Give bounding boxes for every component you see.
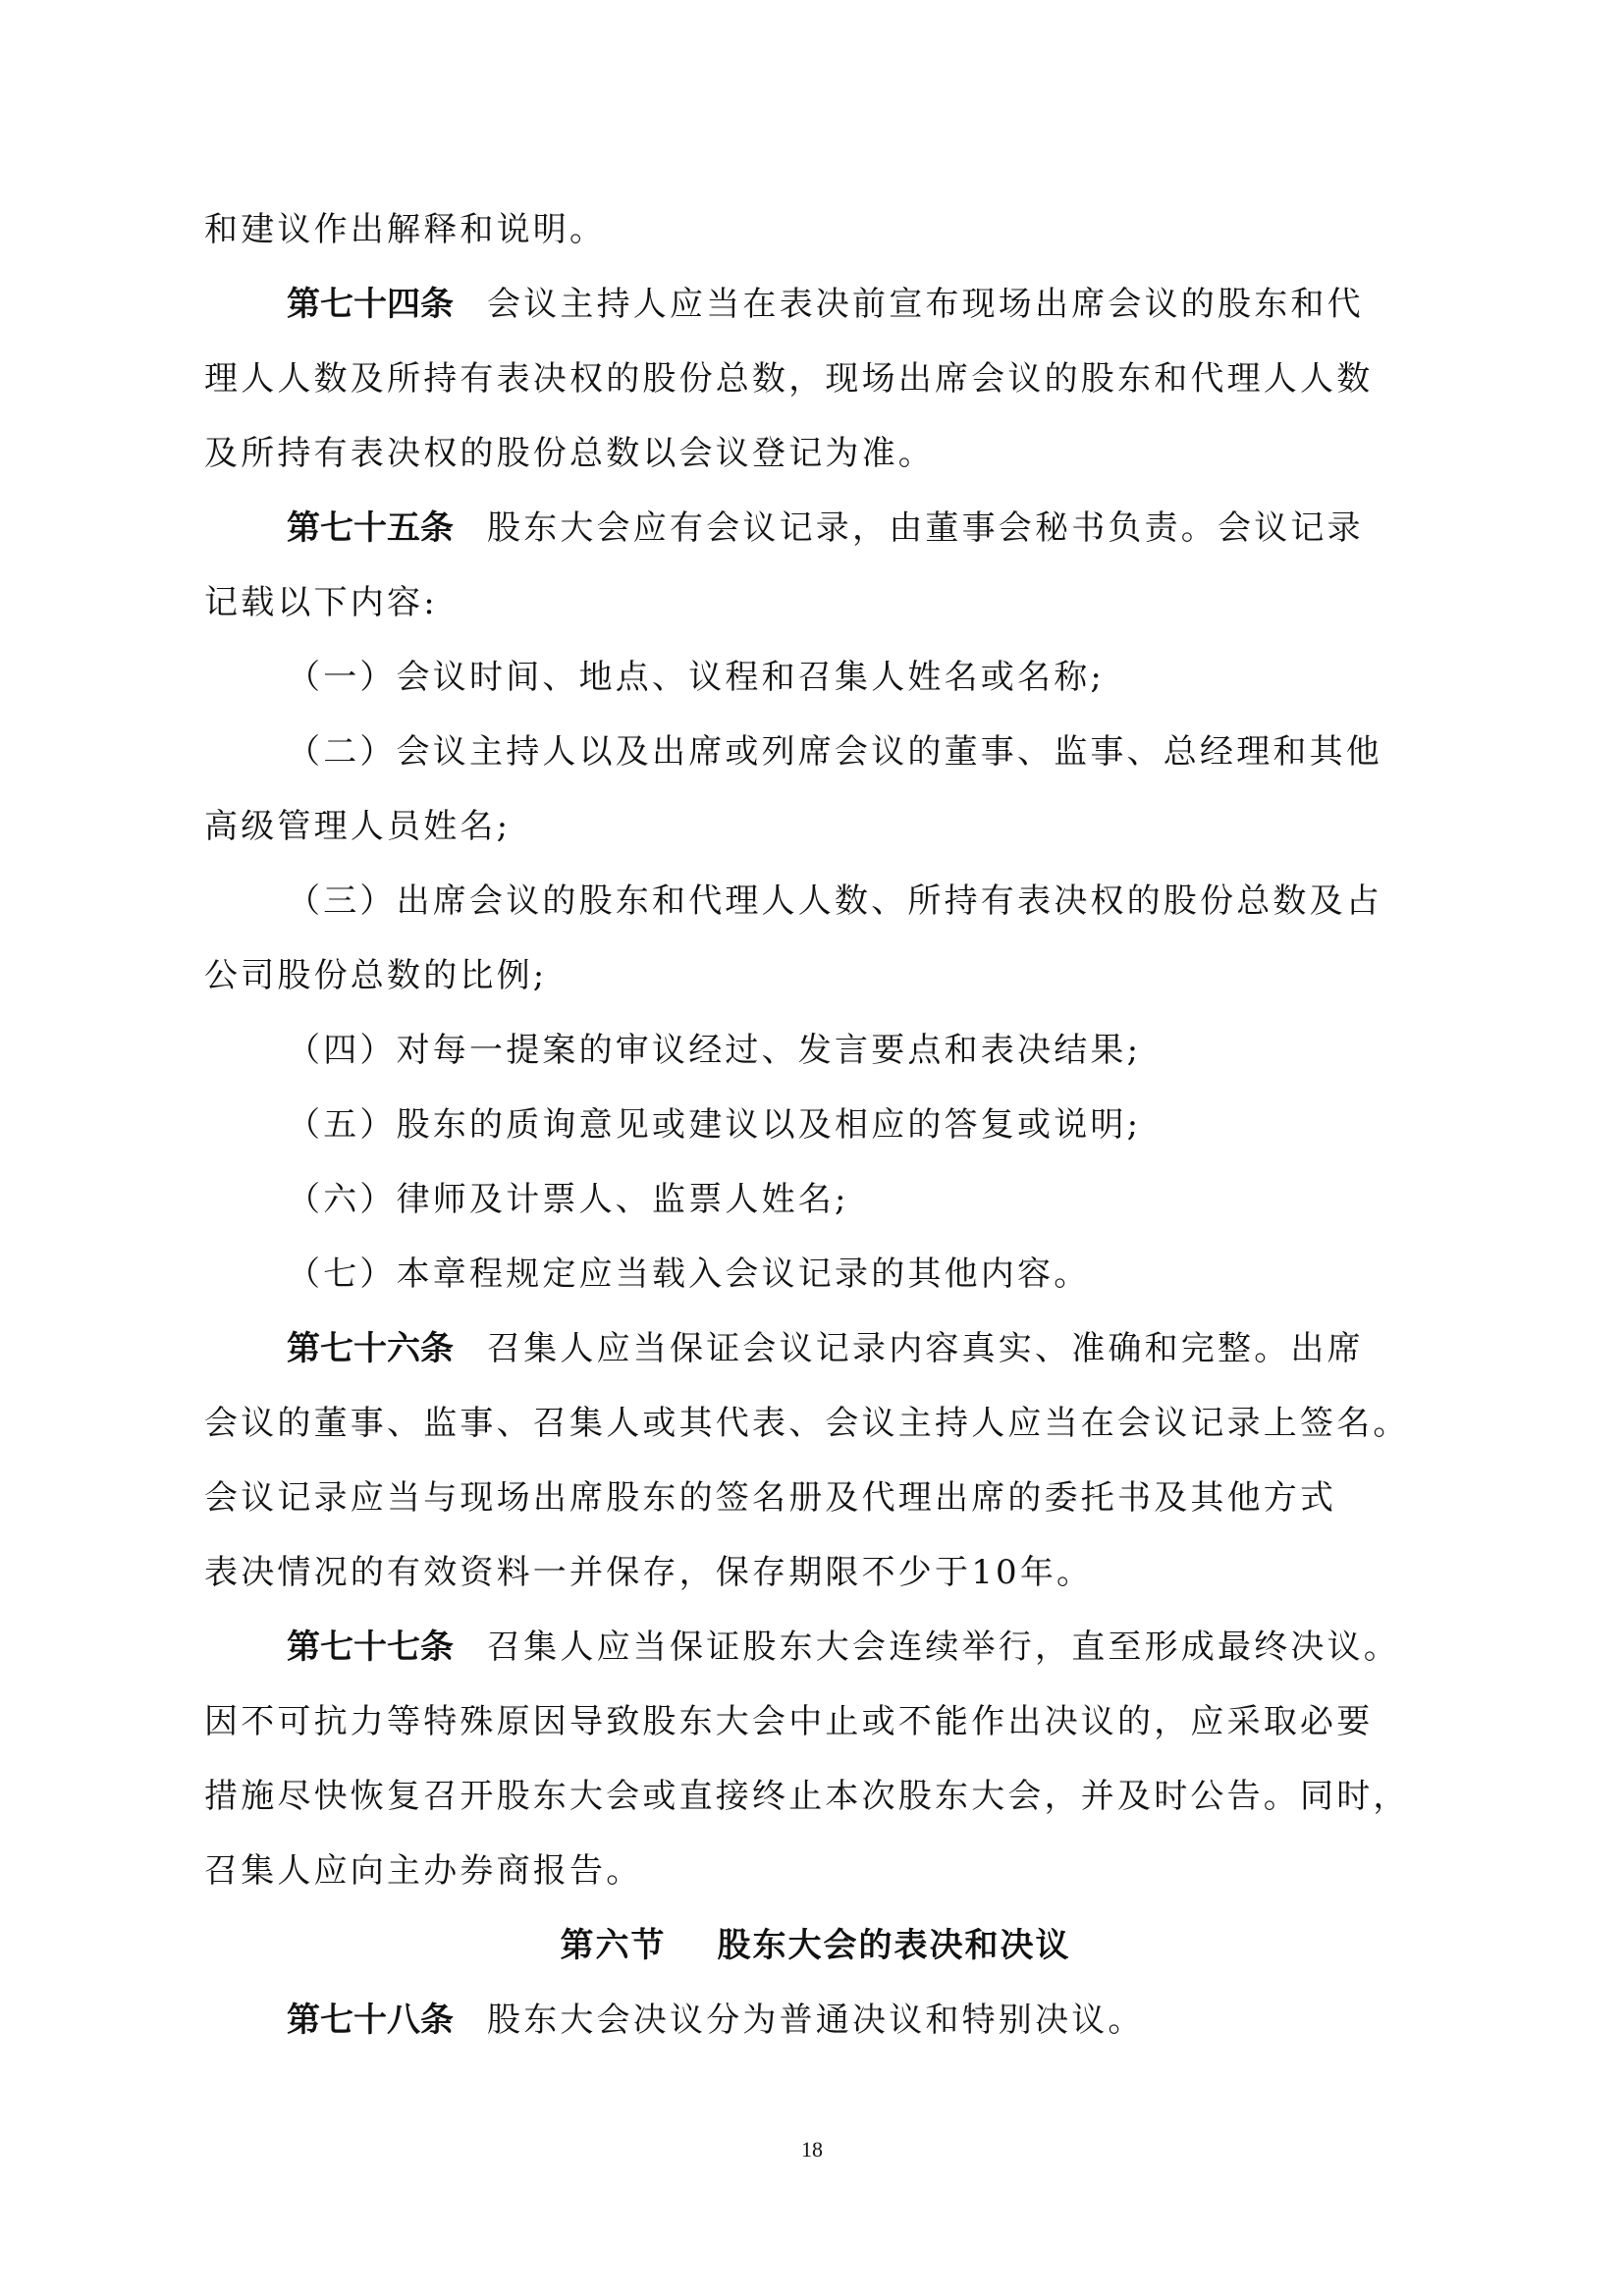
text-line: 公司股份总数的比例; — [204, 956, 548, 995]
list-item-5: （五）股东的质询意见或建议以及相应的答复或说明; — [287, 1105, 1142, 1145]
article-text: 召集人应当保证会议记录内容真实、准确和完整。出席 — [487, 1329, 1364, 1368]
article-text: 股东大会决议分为普通决议和特别决议。 — [487, 2001, 1145, 2040]
section-title: 股东大会的表决和决议 — [717, 1926, 1071, 1965]
article-number: 第七十五条 — [287, 508, 454, 548]
text-line: 表决情况的有效资料一并保存，保存期限不少于10年。 — [204, 1553, 1094, 1592]
list-item-3: （三）出席会议的股东和代理人人数、所持有表决权的股份总数及占 — [287, 881, 1382, 921]
article-number: 第七十四条 — [287, 285, 454, 324]
text-line: 会议的董事、监事、召集人或其代表、会议主持人应当在会议记录上签名。 — [204, 1404, 1410, 1443]
article-77-first-line — [204, 1610, 1427, 1684]
text-line: 会议记录应当与现场出席股东的签名册及代理出席的委托书及其他方式 — [204, 1478, 1337, 1518]
article-74-first-line — [204, 267, 1427, 342]
article-text: 股东大会应有会议记录，由董事会秘书负责。会议记录 — [487, 508, 1364, 548]
text-line: 理人人数及所持有表决权的股份总数，现场出席会议的股东和代理人人数 — [204, 359, 1374, 399]
article-number: 第七十八条 — [287, 2001, 454, 2040]
text-line: 因不可抗力等特殊原因导致股东大会中止或不能作出决议的，应采取必要 — [204, 1702, 1374, 1741]
page-number: 18 — [801, 2137, 823, 2162]
document-body — [204, 192, 1427, 2057]
text-line: 记载以下内容: — [204, 583, 438, 622]
list-item-2: （二）会议主持人以及出席或列席会议的董事、监事、总经理和其他 — [287, 732, 1382, 772]
text-line: 及所持有表决权的股份总数以会议登记为准。 — [204, 434, 935, 473]
article-number: 第七十六条 — [287, 1329, 454, 1368]
article-78-first-line — [204, 1983, 1427, 2057]
section-number: 第六节 — [560, 1926, 667, 1965]
list-item-1: （一）会议时间、地点、议程和召集人姓名或名称; — [287, 658, 1106, 697]
article-76-first-line — [204, 1311, 1427, 1386]
text-line: 召集人应向主办券商报告。 — [204, 1851, 643, 1891]
article-text: 召集人应当保证股东大会连续举行，直至形成最终决议。 — [487, 1628, 1400, 1667]
article-number: 第七十七条 — [287, 1628, 454, 1667]
article-75-first-line — [204, 491, 1427, 565]
text-line: 和建议作出解释和说明。 — [204, 210, 607, 249]
text-line: 措施尽快恢复召开股东大会或直接终止本次股东大会，并及时公告。同时， — [204, 1777, 1410, 1816]
section-heading — [204, 1908, 1427, 1983]
text-line: 高级管理人员姓名; — [204, 807, 512, 846]
list-item-6: （六）律师及计票人、监票人姓名; — [287, 1180, 849, 1219]
list-item-4: （四）对每一提案的审议经过、发言要点和表决结果; — [287, 1031, 1142, 1070]
list-item-7: （七）本章程规定应当载入会议记录的其他内容。 — [287, 1255, 1091, 1294]
article-text: 会议主持人应当在表决前宣布现场出席会议的股东和代 — [487, 285, 1364, 324]
